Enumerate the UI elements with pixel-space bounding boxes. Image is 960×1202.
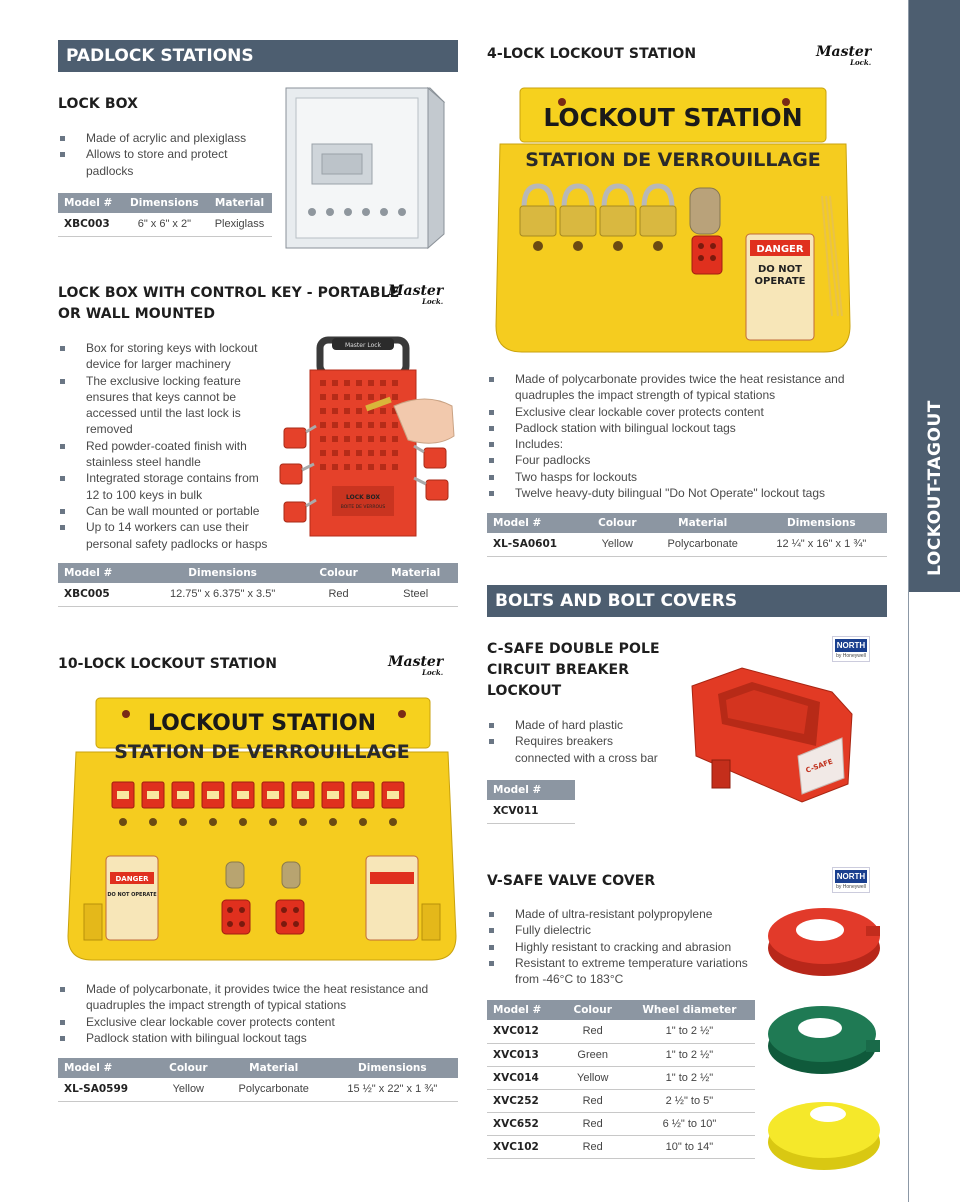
table-cell: Red xyxy=(562,1020,624,1043)
master-lock-logo-sub: Lock. xyxy=(422,297,444,306)
north-logo xyxy=(832,636,870,662)
side-tab xyxy=(908,0,960,1202)
lock-box-key-title-line1: LOCK BOX WITH CONTROL KEY - PORTABLE xyxy=(58,285,400,301)
padlock-stations-banner: PADLOCK STATIONS xyxy=(58,40,458,72)
master-lock-logo-text: Master xyxy=(816,44,872,60)
table-header: Material xyxy=(221,1058,327,1078)
table-cell: Red xyxy=(562,1112,624,1135)
list-item: Made of acrylic and plexiglass xyxy=(58,130,268,146)
four-lock-tag-sub2: OPERATE xyxy=(754,276,806,287)
list-item: Allows to store and protect padlocks xyxy=(58,146,268,179)
table-header: Colour xyxy=(304,563,374,583)
table-header: Material xyxy=(207,193,272,213)
table-cell: XL-SA0599 xyxy=(58,1078,156,1101)
table-cell: 10" to 14" xyxy=(624,1135,755,1158)
table-header: Model # xyxy=(58,563,141,583)
table-cell: XVC102 xyxy=(487,1135,562,1158)
v-safe-bullets xyxy=(487,906,757,987)
table-cell: XL-SA0601 xyxy=(487,533,585,556)
table-header: Colour xyxy=(562,1000,624,1020)
table-row xyxy=(487,800,575,823)
lid-text: LOCK BOX xyxy=(346,494,380,501)
table-cell: 15 ½" x 22" x 1 ¾" xyxy=(327,1078,458,1101)
v-safe-title: V-SAFE VALVE COVER xyxy=(487,873,656,889)
v-safe-table xyxy=(487,1000,755,1159)
c-safe-image xyxy=(682,664,856,806)
green-valve-cover-image xyxy=(764,996,884,1082)
handle-text: Master Lock xyxy=(344,342,382,349)
lock-box-table xyxy=(58,193,272,237)
table-cell: 1" to 2 ½" xyxy=(624,1043,755,1066)
table-cell: XVC252 xyxy=(487,1089,562,1112)
list-item: Integrated storage contains from 12 to 100 keys in bulk xyxy=(58,470,274,503)
list-item: Four padlocks xyxy=(487,452,857,468)
master-lock-logo-text: Master xyxy=(388,654,444,670)
side-tab-label: LOCKOUT-TAGOUT xyxy=(925,400,945,576)
four-lock-bullets xyxy=(487,371,857,501)
lock-box-title: LOCK BOX xyxy=(58,96,138,112)
c-safe-table xyxy=(487,780,575,824)
c-safe-title-line2: CIRCUIT BREAKER xyxy=(487,662,630,678)
ten-lock-board-sub: STATION DE VERROUILLAGE xyxy=(114,741,410,763)
list-item: The exclusive locking feature ensures that keys cannot be accessed until the last lock is removed xyxy=(58,373,274,438)
table-header: Dimensions xyxy=(756,513,887,533)
north-logo-sub: by Honeywell xyxy=(836,653,866,659)
table-row xyxy=(487,1089,755,1112)
table-cell: Polycarbonate xyxy=(221,1078,327,1101)
table-cell: 1" to 2 ½" xyxy=(624,1020,755,1043)
four-lock-tag-text: DANGER xyxy=(756,244,804,255)
list-item: Two hasps for lockouts xyxy=(487,469,857,485)
list-item: Resistant to extreme temperature variations from -46°C to 183°C xyxy=(487,955,757,988)
yellow-valve-cover-image xyxy=(764,1090,884,1176)
four-lock-table xyxy=(487,513,887,557)
master-lock-logo-sub: Lock. xyxy=(850,58,872,67)
ten-lock-board-title: LOCKOUT STATION xyxy=(147,711,377,736)
four-lock-station-image xyxy=(492,86,854,358)
lock-box-bullets xyxy=(58,130,268,179)
table-cell: 12.75" x 6.375" x 3.5" xyxy=(141,583,303,606)
table-cell: XBC003 xyxy=(58,213,122,236)
list-item: Exclusive clear lockable cover protects content xyxy=(487,404,857,420)
list-item: Twelve heavy-duty bilingual "Do Not Operate" lockout tags xyxy=(487,485,857,501)
list-item: Includes: xyxy=(487,436,857,452)
table-header: Dimensions xyxy=(122,193,207,213)
table-row xyxy=(58,1078,458,1101)
table-cell: 1" to 2 ½" xyxy=(624,1066,755,1089)
master-lock-logo xyxy=(388,284,443,306)
table-header: Colour xyxy=(585,513,650,533)
table-cell: XVC012 xyxy=(487,1020,562,1043)
table-header: Dimensions xyxy=(327,1058,458,1078)
table-header: Model # xyxy=(487,1000,562,1020)
table-row xyxy=(487,1020,755,1043)
ten-lock-tag-sub: DO NOT OPERATE xyxy=(107,892,157,898)
table-cell: Yellow xyxy=(562,1066,624,1089)
table-cell: Steel xyxy=(373,583,458,606)
table-header: Colour xyxy=(156,1058,221,1078)
table-cell: XVC014 xyxy=(487,1066,562,1089)
list-item: Made of polycarbonate, it provides twice the heat resistance and quadruples the impact strength of typical stations xyxy=(58,981,458,1014)
table-cell: XCV011 xyxy=(487,800,575,823)
table-cell: XVC652 xyxy=(487,1112,562,1135)
north-logo xyxy=(832,867,870,893)
list-item: Made of hard plastic xyxy=(487,717,667,733)
north-logo-text: NORTH xyxy=(836,641,866,650)
master-lock-logo xyxy=(816,45,871,67)
table-row xyxy=(58,583,458,606)
table-cell: 2 ½" to 5" xyxy=(624,1089,755,1112)
table-cell: Red xyxy=(304,583,374,606)
list-item: Padlock station with bilingual lockout tags xyxy=(487,420,857,436)
list-item: Exclusive clear lockable cover protects content xyxy=(58,1014,458,1030)
c-safe-label-text: C-SAFE xyxy=(804,757,834,775)
four-lock-tag-sub1: DO NOT xyxy=(758,264,802,275)
table-row xyxy=(487,1135,755,1158)
lock-box-key-title xyxy=(58,283,399,325)
table-cell: 12 ¼" x 16" x 1 ¾" xyxy=(756,533,887,556)
table-header: Dimensions xyxy=(141,563,303,583)
table-row xyxy=(487,533,887,556)
four-lock-board-sub: STATION DE VERROUILLAGE xyxy=(525,149,821,171)
red-valve-cover-image xyxy=(764,896,884,982)
table-cell: Polycarbonate xyxy=(650,533,756,556)
four-lock-board-title: LOCKOUT STATION xyxy=(543,103,803,132)
four-lock-title: 4-LOCK LOCKOUT STATION xyxy=(487,46,697,62)
table-cell: XBC005 xyxy=(58,583,141,606)
list-item: Fully dielectric xyxy=(487,922,757,938)
table-cell: Red xyxy=(562,1089,624,1112)
list-item: Highly resistant to cracking and abrasion xyxy=(487,939,757,955)
ten-lock-title: 10-LOCK LOCKOUT STATION xyxy=(58,656,278,672)
table-cell: Yellow xyxy=(585,533,650,556)
ten-lock-station-image xyxy=(66,696,458,964)
table-cell: XVC013 xyxy=(487,1043,562,1066)
table-row xyxy=(487,1066,755,1089)
master-lock-logo-sub: Lock. xyxy=(422,668,444,677)
table-row xyxy=(487,1112,755,1135)
table-cell: Green xyxy=(562,1043,624,1066)
list-item: Can be wall mounted or portable xyxy=(58,503,274,519)
bolts-banner: BOLTS AND BOLT COVERS xyxy=(487,585,887,617)
list-item: Up to 14 workers can use their personal safety padlocks or hasps xyxy=(58,519,274,552)
table-header: Material xyxy=(650,513,756,533)
lid-text-fr: BOITE DE VERROUS xyxy=(340,505,386,510)
lock-box-key-bullets xyxy=(58,340,274,552)
ten-lock-tag-text: DANGER xyxy=(115,875,149,883)
list-item: Box for storing keys with lockout device for larger machinery xyxy=(58,340,274,373)
table-row xyxy=(487,1043,755,1066)
list-item: Requires breakers connected with a cross bar xyxy=(487,733,667,766)
list-item: Padlock station with bilingual lockout tags xyxy=(58,1030,458,1046)
lock-box-key-title-line2: OR WALL MOUNTED xyxy=(58,306,216,322)
master-lock-logo xyxy=(388,655,443,677)
lock-box-key-table xyxy=(58,563,458,607)
table-header: Wheel diameter xyxy=(624,1000,755,1020)
table-cell: Red xyxy=(562,1135,624,1158)
c-safe-bullets xyxy=(487,717,667,766)
table-header: Model # xyxy=(487,780,575,800)
table-cell: Plexiglass xyxy=(207,213,272,236)
c-safe-title xyxy=(487,639,660,702)
lock-box-image xyxy=(282,84,448,252)
north-logo-sub: by Honeywell xyxy=(836,884,866,890)
table-header: Model # xyxy=(58,193,122,213)
c-safe-title-line1: C-SAFE DOUBLE POLE xyxy=(487,641,660,657)
list-item: Red powder-coated finish with stainless steel handle xyxy=(58,438,274,471)
ten-lock-bullets xyxy=(58,981,458,1046)
table-cell: Yellow xyxy=(156,1078,221,1101)
list-item: Made of ultra-resistant polypropylene xyxy=(487,906,757,922)
table-cell: 6" x 6" x 2" xyxy=(122,213,207,236)
table-cell: 6 ½" to 10" xyxy=(624,1112,755,1135)
table-row xyxy=(58,213,272,236)
table-header: Model # xyxy=(487,513,585,533)
table-header: Model # xyxy=(58,1058,156,1078)
master-lock-logo-text: Master xyxy=(388,283,444,299)
list-item: Made of polycarbonate provides twice the heat resistance and quadruples the impact strength of typical stations xyxy=(487,371,857,404)
red-lock-box-image xyxy=(276,336,460,546)
north-logo-text: NORTH xyxy=(836,872,866,881)
c-safe-title-line3: LOCKOUT xyxy=(487,683,562,699)
table-header: Material xyxy=(373,563,458,583)
ten-lock-table xyxy=(58,1058,458,1102)
